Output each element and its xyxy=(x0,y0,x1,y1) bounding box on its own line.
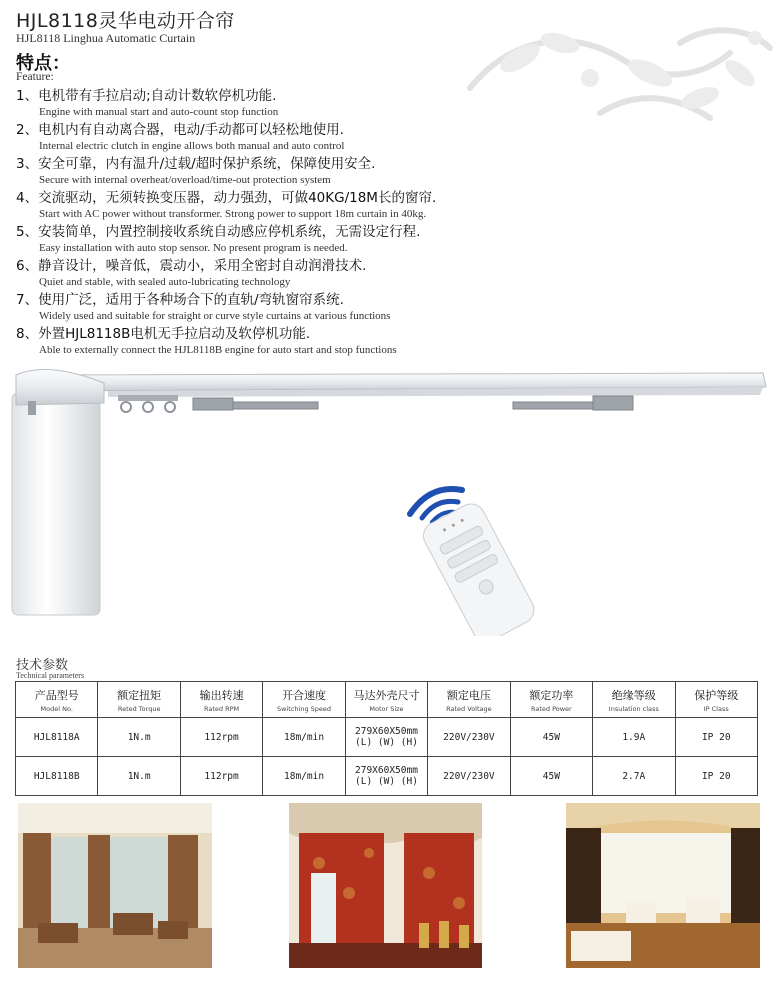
header-cn: 绝缘等级 xyxy=(611,688,656,702)
feature-text-cn: 6、静音设计，噪音低，震动小，采用全密封自动润滑技术. xyxy=(16,258,367,274)
feature-text-cn: 2、电机内有自动离合器，电动/手动都可以轻松地使用. xyxy=(16,122,344,138)
header-cn: 额定电压 xyxy=(446,688,491,702)
cell-rpm: 112rpm xyxy=(180,718,262,757)
room-photo-bedroom xyxy=(566,803,760,968)
feature-item xyxy=(16,121,766,155)
size-dimensions: 279X60X50mm xyxy=(355,726,418,737)
feature-item xyxy=(16,155,766,189)
cell-voltage: 220V/230V xyxy=(428,718,510,757)
feature-text-en: Secure with internal overheat/overload/time-out protection system xyxy=(39,174,331,186)
feature-text-cn: 4、交流驱动，无须转换变压器，动力强劲，可做40KG/18M长的窗帘. xyxy=(16,190,437,206)
feature-item xyxy=(16,87,766,121)
cell-size xyxy=(345,718,427,757)
room-photo-living xyxy=(18,803,212,968)
cell-power: 45W xyxy=(510,757,592,796)
feature-text-cn: 1、电机带有手拉启动;自动计数软停机功能. xyxy=(16,88,277,104)
cell-torque: 1N.m xyxy=(98,757,180,796)
feature-item xyxy=(16,189,766,223)
feature-item xyxy=(16,291,766,325)
feature-text-en: Start with AC power without transformer. Strong power to support 18m curtain in 40kg. xyxy=(39,208,427,220)
header-en: Motor Size xyxy=(369,704,404,713)
header-cn: 保护等级 xyxy=(694,688,739,702)
page-title: HJL8118灵华电动开合帘 xyxy=(16,10,235,32)
feature-item xyxy=(16,223,766,257)
table-header-cell xyxy=(345,682,427,718)
header-cn: 输出转速 xyxy=(199,688,244,702)
header-en: Rated Power xyxy=(530,704,572,713)
cell-speed: 18m/min xyxy=(263,757,345,796)
header-en: Insulation class xyxy=(608,704,659,713)
feature-text-en: Able to externally connect the HJL8118B engine for auto start and stop functions xyxy=(39,344,397,356)
feature-text-en: Widely used and suitable for straight or curve style curtains at various functions xyxy=(39,310,391,322)
header-en: Rated RPM xyxy=(204,704,240,713)
feature-item xyxy=(16,257,766,291)
feature-text-en: Quiet and stable, with sealed auto-lubricating technology xyxy=(39,276,291,288)
feature-list xyxy=(16,87,766,359)
feature-text-cn: 5、安装简单，内置控制接收系统自动感应停机系统，无需设定行程. xyxy=(16,224,421,240)
table-header-cell xyxy=(510,682,592,718)
table-header-cell xyxy=(98,682,180,718)
room-photo-banquet xyxy=(289,803,482,968)
table-header-cell xyxy=(263,682,345,718)
header-cn: 产品型号 xyxy=(34,688,79,702)
feature-text-en: Internal electric clutch in engine allows both manual and auto control xyxy=(39,140,345,152)
feature-item xyxy=(16,325,766,359)
table-row xyxy=(16,757,758,796)
feature-text-cn: 3、安全可靠，内有温升/过载/超时保护系统，保障使用安全. xyxy=(16,156,376,172)
table-header-cell xyxy=(593,682,675,718)
remote-control-illustration xyxy=(400,476,550,636)
specs-heading: 技术参数 xyxy=(16,658,69,673)
cell-torque: 1N.m xyxy=(98,718,180,757)
size-axes: (L) (W) (H) xyxy=(355,776,418,787)
cell-insulation: 2.7A xyxy=(593,757,675,796)
header-en: Rated Voltage xyxy=(446,704,492,713)
size-axes: (L) (W) (H) xyxy=(355,737,418,748)
cell-insulation: 1.9A xyxy=(593,718,675,757)
features-heading: 特点： xyxy=(16,53,70,74)
header-cn: 开合速度 xyxy=(282,688,327,702)
cell-model: HJL8118A xyxy=(16,718,98,757)
cell-voltage: 220V/230V xyxy=(428,757,510,796)
table-header-row xyxy=(16,682,758,718)
cell-rpm: 112rpm xyxy=(180,757,262,796)
feature-text-cn: 8、外置HJL8118B电机无手拉启动及软停机功能. xyxy=(16,326,311,342)
feature-text-en: Engine with manual start and auto-count stop function xyxy=(39,106,279,118)
cell-speed: 18m/min xyxy=(263,718,345,757)
page-subtitle: HJL8118 Linghua Automatic Curtain xyxy=(16,31,196,45)
header-en: Reted Torque xyxy=(117,704,161,713)
header-en: Model No. xyxy=(40,704,73,713)
feature-text-en: Easy installation with auto stop sensor. No present program is needed. xyxy=(39,242,348,254)
header-en: Switching Speed xyxy=(277,704,332,713)
specs-table xyxy=(15,681,758,796)
cell-power: 45W xyxy=(510,718,592,757)
table-header-cell xyxy=(675,682,758,718)
table-header-cell xyxy=(180,682,262,718)
header-cn: 额定扭矩 xyxy=(117,688,162,702)
cell-ip: IP 20 xyxy=(675,757,758,796)
header-cn: 额定功率 xyxy=(529,688,574,702)
header-cn: 马达外壳尺寸 xyxy=(353,688,420,702)
cell-model: HJL8118B xyxy=(16,757,98,796)
cell-ip: IP 20 xyxy=(675,718,758,757)
table-header-cell xyxy=(428,682,510,718)
cell-size xyxy=(345,757,427,796)
size-dimensions: 279X60X50mm xyxy=(355,765,418,776)
table-header-cell xyxy=(16,682,98,718)
product-rail-illustration xyxy=(8,365,772,627)
table-row xyxy=(16,718,758,757)
feature-text-cn: 7、使用广泛，适用于各种场合下的直轨/弯轨窗帘系统. xyxy=(16,292,344,308)
specs-subheading: Technical parameters xyxy=(16,671,85,680)
header-en: IP Class xyxy=(703,704,729,713)
features-subheading: Feature: xyxy=(16,71,54,83)
